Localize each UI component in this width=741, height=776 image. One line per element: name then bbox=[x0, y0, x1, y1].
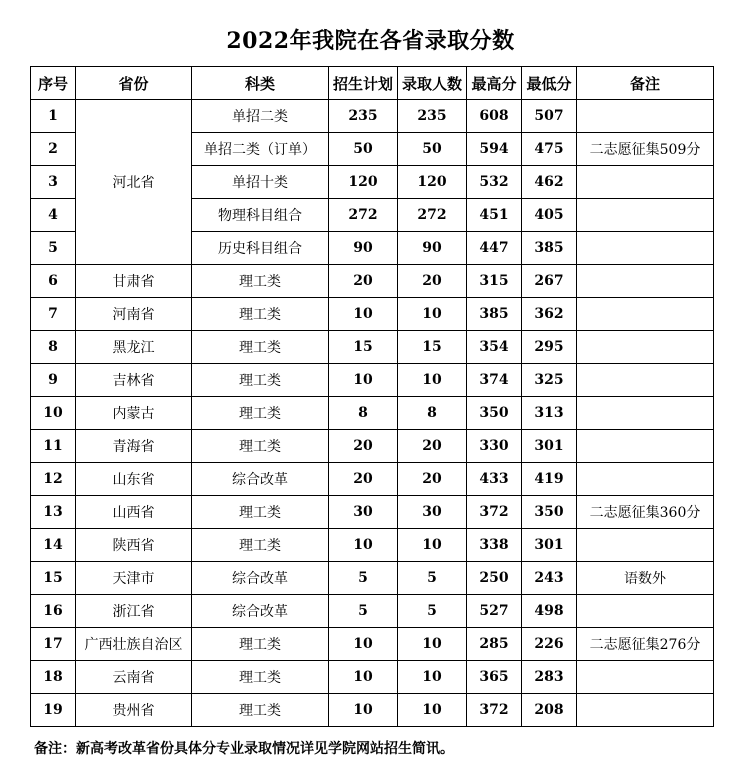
cell-min: 405 bbox=[522, 199, 577, 232]
cell-remark bbox=[577, 694, 714, 727]
cell-remark: 二志愿征集509分 bbox=[577, 133, 714, 166]
cell-plan: 235 bbox=[329, 100, 398, 133]
cell-remark bbox=[577, 232, 714, 265]
cell-max: 330 bbox=[467, 430, 522, 463]
cell-province: 浙江省 bbox=[76, 595, 192, 628]
cell-no: 3 bbox=[31, 166, 76, 199]
cell-no: 6 bbox=[31, 265, 76, 298]
cell-plan: 10 bbox=[329, 661, 398, 694]
cell-plan: 10 bbox=[329, 628, 398, 661]
cell-province-hebei: 河北省 bbox=[76, 100, 192, 265]
cell-province: 青海省 bbox=[76, 430, 192, 463]
table-row bbox=[31, 595, 714, 628]
cell-max: 532 bbox=[467, 166, 522, 199]
cell-category: 物理科目组合 bbox=[192, 199, 329, 232]
cell-category: 理工类 bbox=[192, 397, 329, 430]
cell-remark bbox=[577, 331, 714, 364]
cell-category: 理工类 bbox=[192, 331, 329, 364]
cell-max: 338 bbox=[467, 529, 522, 562]
table-row bbox=[31, 562, 714, 595]
cell-min: 350 bbox=[522, 496, 577, 529]
cell-max: 527 bbox=[467, 595, 522, 628]
cell-province: 贵州省 bbox=[76, 694, 192, 727]
cell-province: 天津市 bbox=[76, 562, 192, 595]
cell-plan: 10 bbox=[329, 298, 398, 331]
table-row bbox=[31, 397, 714, 430]
cell-plan: 120 bbox=[329, 166, 398, 199]
cell-plan: 30 bbox=[329, 496, 398, 529]
table-row bbox=[31, 331, 714, 364]
cell-no: 7 bbox=[31, 298, 76, 331]
cell-category: 理工类 bbox=[192, 661, 329, 694]
cell-min: 462 bbox=[522, 166, 577, 199]
header-category: 科类 bbox=[192, 67, 329, 100]
cell-category: 综合改革 bbox=[192, 562, 329, 595]
cell-min: 475 bbox=[522, 133, 577, 166]
cell-category: 历史科目组合 bbox=[192, 232, 329, 265]
cell-province: 山东省 bbox=[76, 463, 192, 496]
header-row bbox=[31, 67, 714, 100]
header-admitted: 录取人数 bbox=[398, 67, 467, 100]
cell-remark: 语数外 bbox=[577, 562, 714, 595]
cell-admitted: 10 bbox=[398, 628, 467, 661]
cell-remark bbox=[577, 595, 714, 628]
cell-admitted: 272 bbox=[398, 199, 467, 232]
cell-admitted: 30 bbox=[398, 496, 467, 529]
cell-category: 理工类 bbox=[192, 694, 329, 727]
cell-province: 内蒙古 bbox=[76, 397, 192, 430]
cell-category: 理工类 bbox=[192, 628, 329, 661]
cell-no: 15 bbox=[31, 562, 76, 595]
cell-min: 325 bbox=[522, 364, 577, 397]
cell-min: 301 bbox=[522, 529, 577, 562]
cell-max: 385 bbox=[467, 298, 522, 331]
table-row bbox=[31, 661, 714, 694]
cell-no: 14 bbox=[31, 529, 76, 562]
table-row bbox=[31, 694, 714, 727]
header-plan: 招生计划 bbox=[329, 67, 398, 100]
cell-plan: 20 bbox=[329, 265, 398, 298]
cell-remark bbox=[577, 463, 714, 496]
cell-no: 18 bbox=[31, 661, 76, 694]
cell-admitted: 5 bbox=[398, 562, 467, 595]
cell-no: 13 bbox=[31, 496, 76, 529]
table-row bbox=[31, 265, 714, 298]
cell-max: 315 bbox=[467, 265, 522, 298]
admission-table bbox=[30, 66, 714, 727]
cell-admitted: 90 bbox=[398, 232, 467, 265]
cell-max: 608 bbox=[467, 100, 522, 133]
cell-no: 5 bbox=[31, 232, 76, 265]
cell-admitted: 20 bbox=[398, 463, 467, 496]
cell-remark bbox=[577, 364, 714, 397]
cell-max: 374 bbox=[467, 364, 522, 397]
cell-plan: 50 bbox=[329, 133, 398, 166]
cell-min: 283 bbox=[522, 661, 577, 694]
cell-plan: 10 bbox=[329, 694, 398, 727]
cell-admitted: 10 bbox=[398, 364, 467, 397]
cell-min: 243 bbox=[522, 562, 577, 595]
cell-admitted: 10 bbox=[398, 529, 467, 562]
cell-max: 372 bbox=[467, 496, 522, 529]
cell-remark: 二志愿征集276分 bbox=[577, 628, 714, 661]
cell-plan: 10 bbox=[329, 364, 398, 397]
cell-province: 云南省 bbox=[76, 661, 192, 694]
cell-no: 17 bbox=[31, 628, 76, 661]
cell-plan: 5 bbox=[329, 562, 398, 595]
cell-remark: 二志愿征集360分 bbox=[577, 496, 714, 529]
cell-category: 理工类 bbox=[192, 298, 329, 331]
header-remark: 备注 bbox=[577, 67, 714, 100]
cell-plan: 90 bbox=[329, 232, 398, 265]
cell-admitted: 20 bbox=[398, 430, 467, 463]
cell-admitted: 10 bbox=[398, 298, 467, 331]
cell-category: 单招十类 bbox=[192, 166, 329, 199]
cell-admitted: 235 bbox=[398, 100, 467, 133]
cell-min: 507 bbox=[522, 100, 577, 133]
cell-min: 385 bbox=[522, 232, 577, 265]
header-min: 最低分 bbox=[522, 67, 577, 100]
cell-province: 甘肃省 bbox=[76, 265, 192, 298]
cell-province: 吉林省 bbox=[76, 364, 192, 397]
cell-no: 2 bbox=[31, 133, 76, 166]
cell-max: 433 bbox=[467, 463, 522, 496]
cell-no: 12 bbox=[31, 463, 76, 496]
table-row bbox=[31, 298, 714, 331]
cell-admitted: 120 bbox=[398, 166, 467, 199]
page-title: 2022年我院在各省录取分数 bbox=[226, 28, 515, 54]
cell-no: 19 bbox=[31, 694, 76, 727]
cell-admitted: 50 bbox=[398, 133, 467, 166]
cell-remark bbox=[577, 166, 714, 199]
cell-remark bbox=[577, 265, 714, 298]
cell-plan: 20 bbox=[329, 463, 398, 496]
cell-no: 1 bbox=[31, 100, 76, 133]
cell-remark bbox=[577, 397, 714, 430]
table-row bbox=[31, 364, 714, 397]
cell-max: 365 bbox=[467, 661, 522, 694]
cell-plan: 15 bbox=[329, 331, 398, 364]
cell-plan: 10 bbox=[329, 529, 398, 562]
cell-min: 419 bbox=[522, 463, 577, 496]
cell-min: 226 bbox=[522, 628, 577, 661]
cell-province: 山西省 bbox=[76, 496, 192, 529]
cell-remark bbox=[577, 529, 714, 562]
cell-no: 8 bbox=[31, 331, 76, 364]
cell-plan: 272 bbox=[329, 199, 398, 232]
cell-province: 河南省 bbox=[76, 298, 192, 331]
cell-category: 单招二类 bbox=[192, 100, 329, 133]
header-no: 序号 bbox=[31, 67, 76, 100]
table-row bbox=[31, 463, 714, 496]
cell-remark bbox=[577, 430, 714, 463]
cell-province: 黑龙江 bbox=[76, 331, 192, 364]
cell-province: 陕西省 bbox=[76, 529, 192, 562]
cell-no: 16 bbox=[31, 595, 76, 628]
cell-min: 498 bbox=[522, 595, 577, 628]
cell-min: 313 bbox=[522, 397, 577, 430]
cell-max: 285 bbox=[467, 628, 522, 661]
cell-category: 理工类 bbox=[192, 496, 329, 529]
table-row bbox=[31, 529, 714, 562]
cell-no: 4 bbox=[31, 199, 76, 232]
cell-max: 372 bbox=[467, 694, 522, 727]
cell-max: 250 bbox=[467, 562, 522, 595]
cell-min: 301 bbox=[522, 430, 577, 463]
cell-admitted: 15 bbox=[398, 331, 467, 364]
cell-category: 理工类 bbox=[192, 265, 329, 298]
cell-category: 理工类 bbox=[192, 430, 329, 463]
cell-max: 350 bbox=[467, 397, 522, 430]
footnote: 备注：新高考改革省份具体分专业录取情况详见学院网站招生简讯。 bbox=[34, 741, 454, 757]
cell-no: 9 bbox=[31, 364, 76, 397]
header-province: 省份 bbox=[76, 67, 192, 100]
cell-no: 10 bbox=[31, 397, 76, 430]
cell-admitted: 20 bbox=[398, 265, 467, 298]
cell-admitted: 10 bbox=[398, 694, 467, 727]
cell-remark bbox=[577, 100, 714, 133]
other-provinces-rows bbox=[31, 265, 714, 727]
cell-max: 354 bbox=[467, 331, 522, 364]
cell-plan: 8 bbox=[329, 397, 398, 430]
cell-max: 594 bbox=[467, 133, 522, 166]
cell-remark bbox=[577, 298, 714, 331]
cell-no: 11 bbox=[31, 430, 76, 463]
cell-province: 广西壮族自治区 bbox=[76, 628, 192, 661]
header-max: 最高分 bbox=[467, 67, 522, 100]
cell-min: 295 bbox=[522, 331, 577, 364]
cell-max: 447 bbox=[467, 232, 522, 265]
cell-remark bbox=[577, 199, 714, 232]
table-row bbox=[31, 628, 714, 661]
cell-min: 267 bbox=[522, 265, 577, 298]
cell-category: 单招二类（订单） bbox=[192, 133, 329, 166]
cell-admitted: 5 bbox=[398, 595, 467, 628]
cell-max: 451 bbox=[467, 199, 522, 232]
cell-plan: 20 bbox=[329, 430, 398, 463]
table-row bbox=[31, 100, 714, 133]
cell-remark bbox=[577, 661, 714, 694]
cell-plan: 5 bbox=[329, 595, 398, 628]
table-row bbox=[31, 430, 714, 463]
cell-category: 综合改革 bbox=[192, 463, 329, 496]
cell-admitted: 8 bbox=[398, 397, 467, 430]
cell-category: 理工类 bbox=[192, 529, 329, 562]
cell-category: 综合改革 bbox=[192, 595, 329, 628]
cell-admitted: 10 bbox=[398, 661, 467, 694]
cell-category: 理工类 bbox=[192, 364, 329, 397]
cell-min: 208 bbox=[522, 694, 577, 727]
table-row bbox=[31, 496, 714, 529]
cell-min: 362 bbox=[522, 298, 577, 331]
